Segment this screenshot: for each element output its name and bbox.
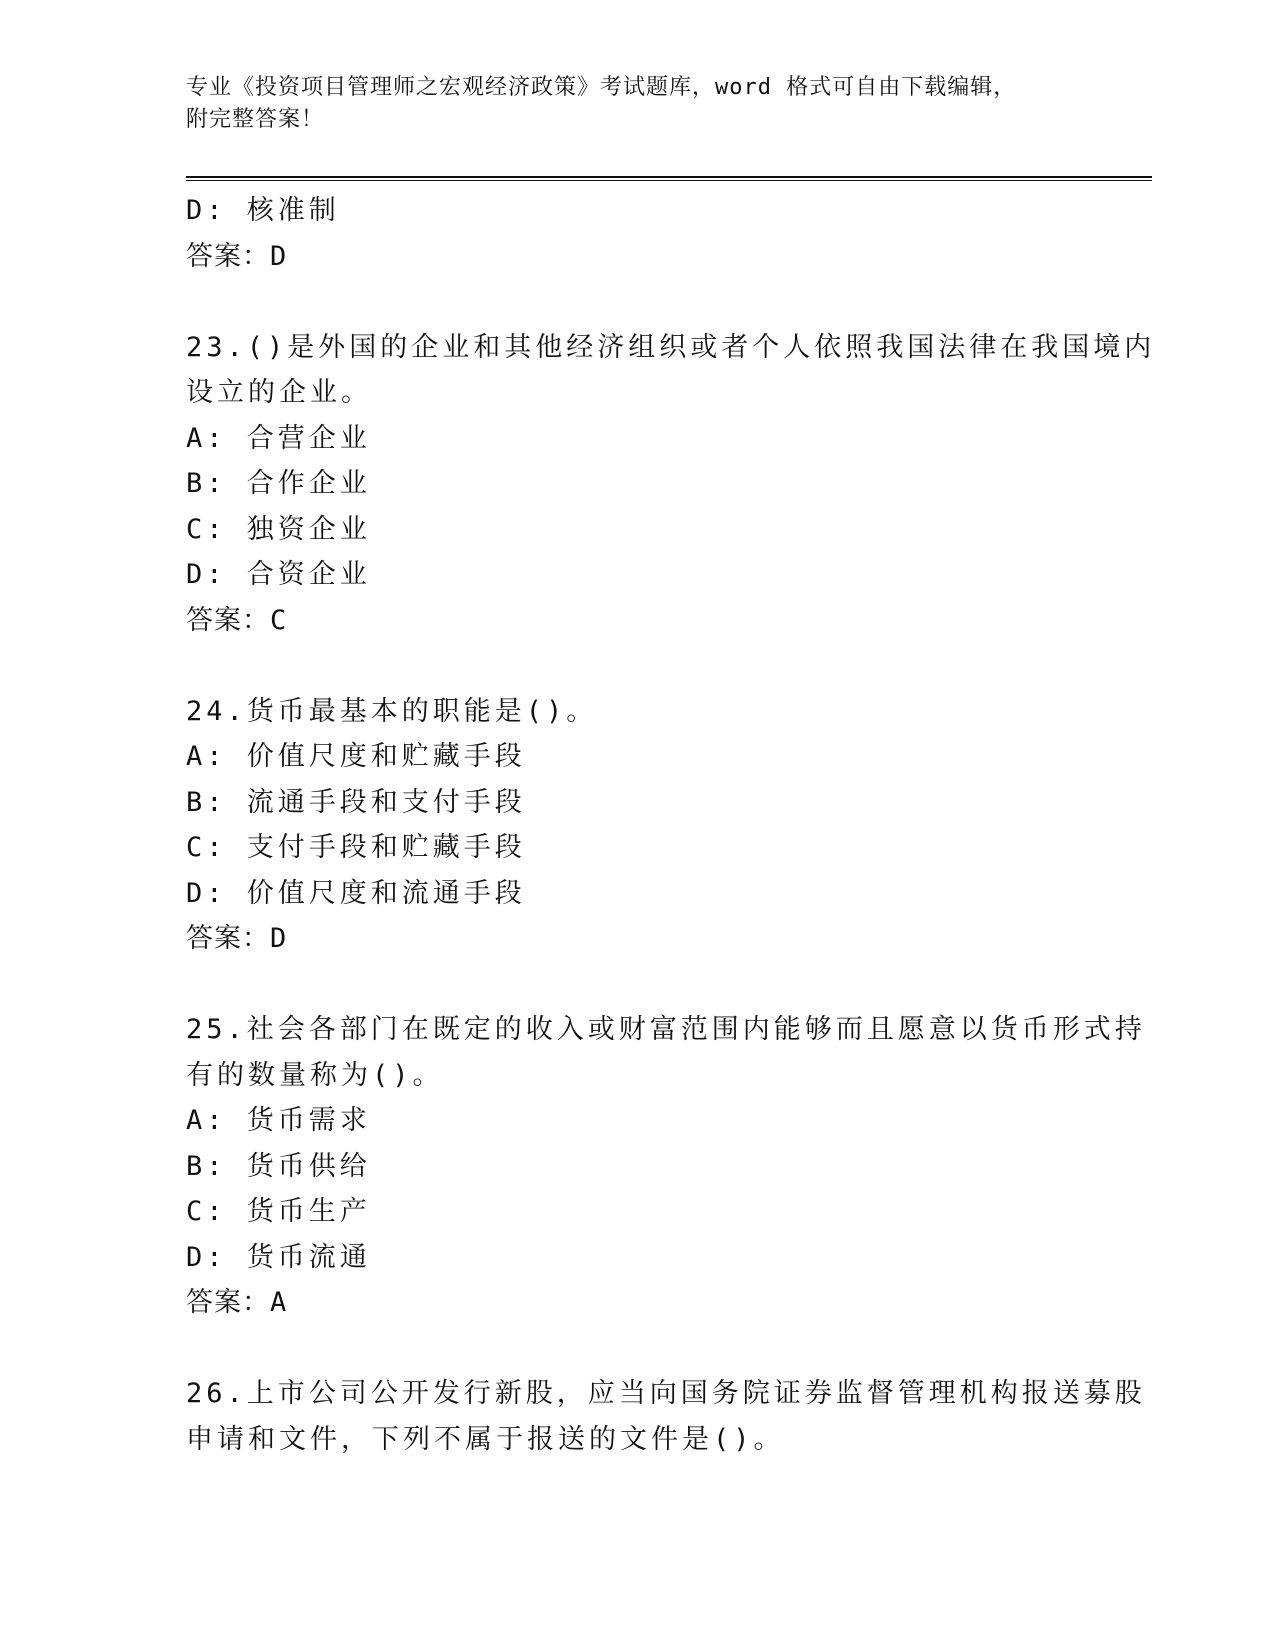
answer-line <box>186 1280 1086 1326</box>
question-stem-line-1: 24.货币最基本的职能是()。 <box>186 695 598 727</box>
answer-value: D <box>270 240 288 272</box>
answer-label: 答案： <box>186 240 270 272</box>
question-stem-line-2: 申请和文件，下列不属于报送的文件是()。 <box>186 1423 785 1455</box>
option-b: B: 合作企业 <box>186 468 371 499</box>
question-stem-line-2: 设立的企业。 <box>186 377 372 408</box>
question-stem-line-1: 26.上市公司公开发行新股，应当向国务院证券监督管理机构报送募股 <box>186 1378 1146 1409</box>
answer-label: 答案： <box>186 923 270 954</box>
header-line-2: 附完整答案！ <box>186 107 325 132</box>
question-stem-line-1: 25.社会各部门在既定的收入或财富范围内能够而且愿意以货币形式持 <box>186 1014 1146 1045</box>
question-26 <box>186 1371 1146 1462</box>
question-list <box>186 188 1156 1462</box>
answer-label: 答案： <box>186 1287 270 1318</box>
spacer <box>186 1326 1086 1372</box>
option-a: A: 合营企业 <box>186 422 371 454</box>
option-d: D: 货币流通 <box>186 1241 371 1273</box>
spacer <box>186 962 1086 1008</box>
question-25 <box>186 1007 1146 1326</box>
option-a: A: 价值尺度和贮藏手段 <box>186 741 526 772</box>
option-c: C: 独资企业 <box>186 513 371 545</box>
answer-value: D <box>270 923 288 954</box>
option-d: D: 合资企业 <box>186 559 371 590</box>
option-a: A: 货币需求 <box>186 1105 371 1136</box>
option-c: C: 货币生产 <box>186 1196 371 1227</box>
answer-line <box>186 916 1086 962</box>
header-line-1: 专业《投资项目管理师之宏观经济政策》考试题库，word 格式可自由下载编辑， <box>186 75 1017 100</box>
spacer <box>186 279 1086 325</box>
option-b: B: 流通手段和支付手段 <box>186 786 526 818</box>
option-d: D: 核准制 <box>186 195 340 226</box>
answer-value: C <box>270 604 288 636</box>
answer-value: A <box>270 1287 288 1318</box>
question-stem-line-1: 23.()是外国的企业和其他经济组织或者个人依照我国法律在我国境内 <box>186 331 1156 363</box>
question-22-tail <box>186 188 1086 279</box>
question-23 <box>186 325 1156 644</box>
header-divider <box>186 176 1152 181</box>
page-header <box>186 72 1086 136</box>
option-c: C: 支付手段和贮藏手段 <box>186 832 526 863</box>
option-b: B: 货币供给 <box>186 1150 371 1182</box>
question-stem-line-2: 有的数量称为()。 <box>186 1059 444 1091</box>
option-d: D: 价值尺度和流通手段 <box>186 877 526 909</box>
answer-line <box>186 598 1086 644</box>
answer-label: 答案： <box>186 604 270 636</box>
question-24 <box>186 689 1086 962</box>
answer-line <box>186 234 1086 280</box>
spacer <box>186 643 1086 689</box>
